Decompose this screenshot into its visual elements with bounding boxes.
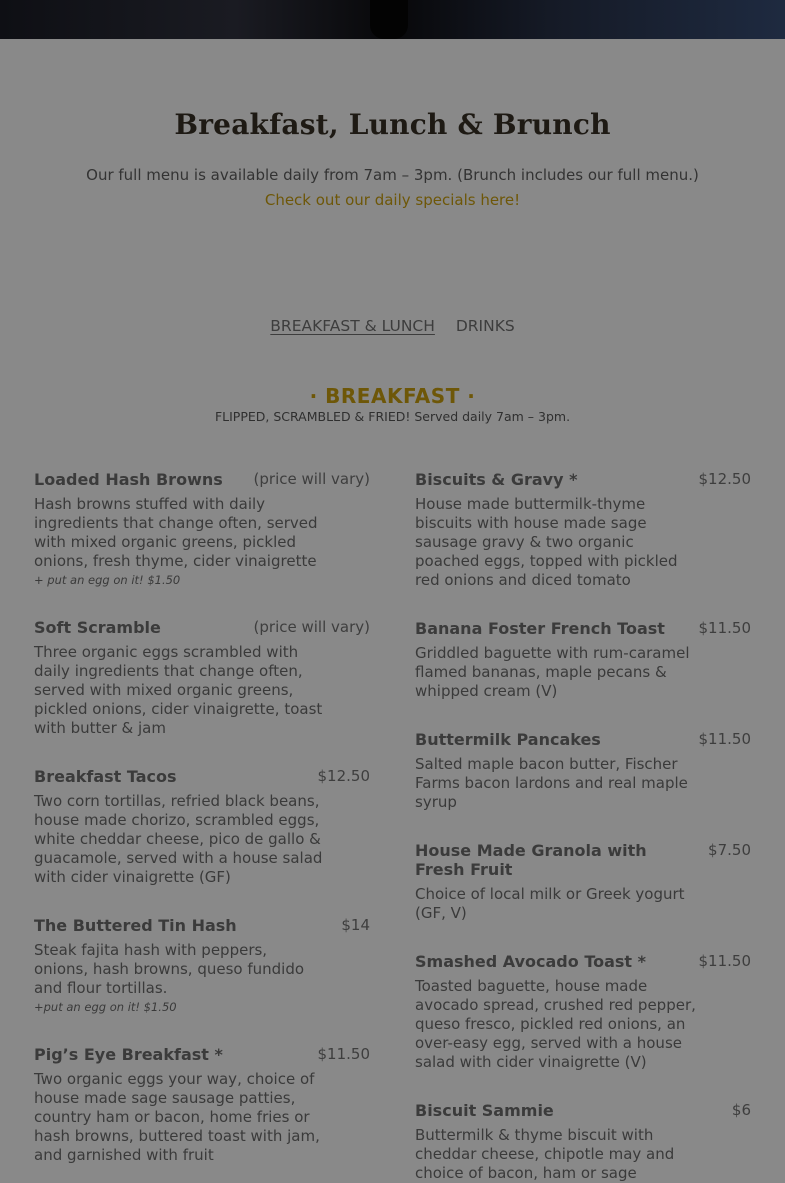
section-subtitle: FLIPPED, SCRAMBLED & FRIED! Served daily 7am – 3pm. — [214, 409, 571, 424]
item-price: $7.50 — [708, 841, 751, 859]
menu-item-banana-foster-french-toast — [415, 619, 751, 701]
item-note: +put an egg on it! $1.50 — [34, 1000, 177, 1014]
item-name: House Made Granola with Fresh Fruit — [415, 841, 647, 879]
hero-figure — [370, 0, 408, 39]
item-name: Buttermilk Pancakes — [415, 730, 601, 749]
menu-item-breakfast-tacos — [34, 767, 370, 887]
item-description: Three organic eggs scrambled with daily ingredients that change often, served with mixed organic greens, pickled onions, cider vinaigrette, toast with butter & jam — [34, 643, 323, 737]
page-title: Breakfast, Lunch & Brunch — [174, 108, 611, 141]
menu-intro: Our full menu is available daily from 7am – 3pm. (Brunch includes our full menu.) — [86, 166, 699, 184]
menu-item-soft-scramble — [34, 618, 370, 738]
item-name: The Buttered Tin Hash — [34, 916, 237, 935]
item-name: Biscuit Sammie — [415, 1101, 554, 1120]
item-description: Two corn tortillas, refried black beans, house made chorizo, scrambled eggs, white cheddar cheese, pico de gallo & guacamole, served with a house salad with cider vinaigrette (GF) — [34, 792, 323, 886]
item-price: $12.50 — [317, 767, 370, 785]
hero-image — [0, 0, 785, 39]
tab-drinks[interactable]: DRINKS — [455, 317, 515, 335]
item-name: Banana Foster French Toast — [415, 619, 665, 638]
item-price: $11.50 — [317, 1045, 370, 1063]
item-description: Two organic eggs your way, choice of house made sage sausage patties, country ham or bacon, home fries or hash browns, buttered toast with jam, and garnished with fruit — [34, 1070, 320, 1164]
item-description: Griddled baguette with rum-caramel flamed bananas, maple pecans & whipped cream (V) — [415, 644, 690, 700]
item-description: Toasted baguette, house made avocado spread, crushed red pepper, queso fresco, pickled red onions, an over-easy egg, served with a house salad with cider vinaigrette (V) — [415, 977, 696, 1071]
item-description: Buttermilk & thyme biscuit with cheddar cheese, chipotle may and choice of bacon, ham or sage — [415, 1126, 675, 1182]
item-name: Breakfast Tacos — [34, 767, 177, 786]
item-note: + put an egg on it! $1.50 — [34, 573, 181, 587]
item-description: Hash browns stuffed with daily ingredients that change often, served with mixed organic greens, pickled onions, fresh thyme, cider vinaigrette — [34, 495, 318, 570]
menu-item-buttermilk-pancakes — [415, 730, 751, 812]
item-price: (price will vary) — [253, 618, 370, 636]
item-name: Smashed Avocado Toast * — [415, 952, 646, 971]
menu-item-loaded-hash-browns — [34, 470, 370, 587]
item-price: $11.50 — [698, 619, 751, 637]
item-name: Pig’s Eye Breakfast * — [34, 1045, 223, 1064]
item-price: (price will vary) — [253, 470, 370, 488]
menu-item-biscuits-gravy — [415, 470, 751, 590]
tab-breakfast-lunch[interactable]: BREAKFAST & LUNCH — [270, 317, 435, 335]
menu-tabs — [0, 317, 785, 335]
item-price: $11.50 — [698, 952, 751, 970]
item-price: $11.50 — [698, 730, 751, 748]
item-name: Soft Scramble — [34, 618, 161, 637]
item-description: Choice of local milk or Greek yogurt (GF, V) — [415, 885, 685, 922]
item-price: $14 — [341, 916, 370, 934]
menu-item-house-made-granola — [415, 841, 751, 923]
item-description: Salted maple bacon butter, Fischer Farms bacon lardons and real maple syrup — [415, 755, 688, 811]
menu-item-smashed-avocado-toast — [415, 952, 751, 1072]
item-price: $6 — [731, 1101, 751, 1119]
daily-specials-link[interactable]: Check out our daily specials here! — [264, 191, 521, 209]
item-description: House made buttermilk-thyme biscuits with house made sage sausage gravy & two organic poached eggs, topped with pickled red onions and diced tomato — [415, 495, 678, 589]
menu-item-buttered-tin-hash — [34, 916, 370, 1014]
item-name: Loaded Hash Browns — [34, 470, 223, 489]
section-title: · BREAKFAST · — [309, 384, 476, 408]
item-name: Biscuits & Gravy * — [415, 470, 578, 489]
menu-item-biscuit-sammie — [415, 1101, 751, 1183]
item-description: Steak fajita hash with peppers, onions, hash browns, queso fundido and flour tortillas. — [34, 941, 305, 997]
item-price: $12.50 — [698, 470, 751, 488]
menu-item-pigs-eye-breakfast — [34, 1045, 370, 1165]
